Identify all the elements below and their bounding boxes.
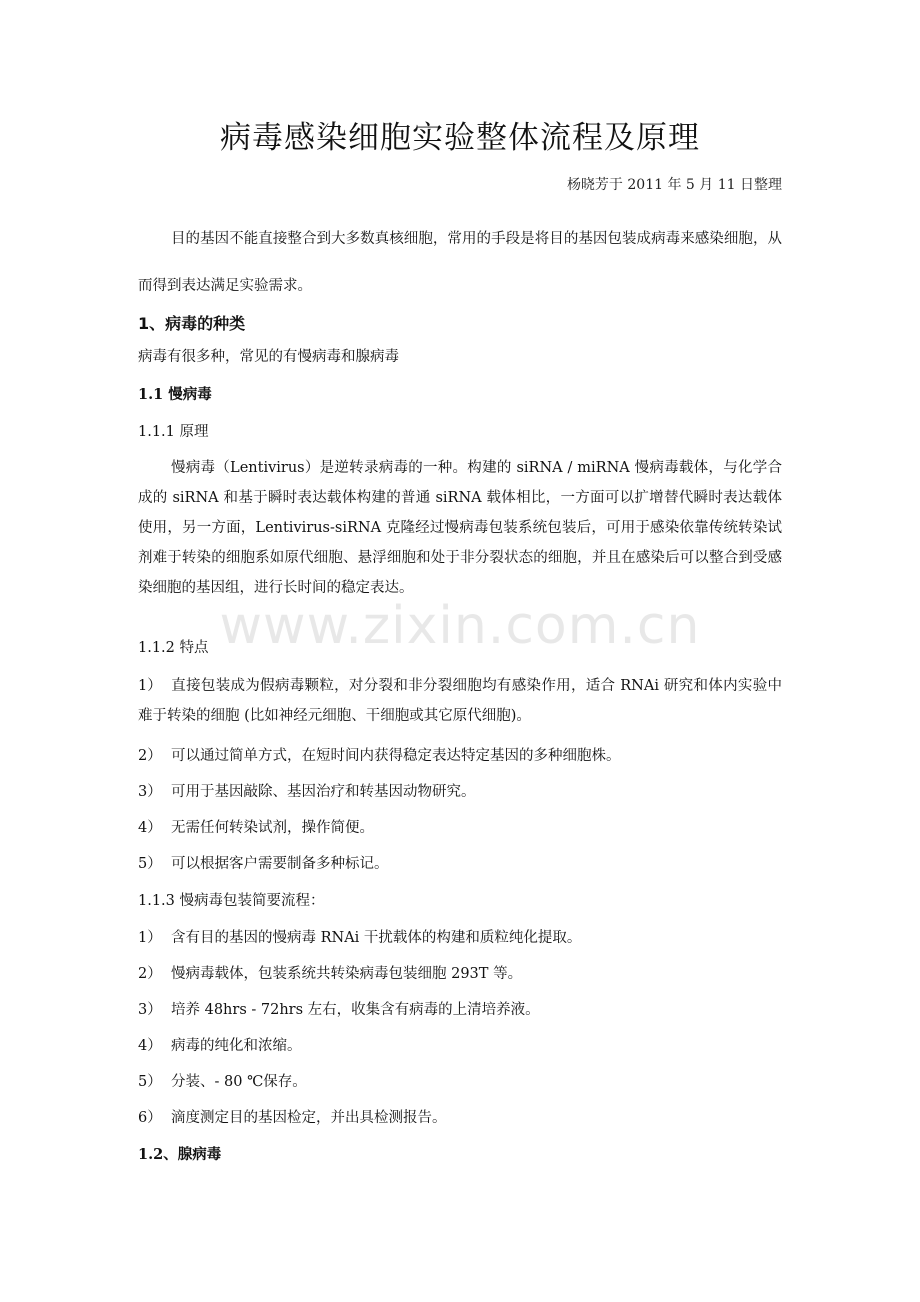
- feature-number: 3）: [138, 784, 162, 800]
- process-step-1: [138, 920, 782, 956]
- feature-item-1: [138, 671, 782, 731]
- feature-item-4: [138, 810, 782, 846]
- feature-text: 无需任何转染试剂，操作简便。: [171, 820, 374, 836]
- step-number: 3）: [138, 1002, 162, 1018]
- byline: 杨晓芳于 2011 年 5 月 11 日整理: [566, 177, 782, 193]
- feature-number: 1）: [138, 678, 162, 694]
- document-title: 病毒感染细胞实验整体流程及原理: [220, 120, 700, 156]
- feature-item-2: [138, 738, 782, 774]
- process-step-4: [138, 1028, 782, 1064]
- feature-text: 可以通过简单方式，在短时间内获得稳定表达特定基因的多种细胞株。: [171, 748, 621, 764]
- feature-item-3: [138, 774, 782, 810]
- feature-number: 4）: [138, 820, 162, 836]
- section-1-2-heading: 1.2、腺病毒: [138, 1146, 222, 1163]
- step-number: 2）: [138, 966, 162, 982]
- feature-number: 5）: [138, 856, 162, 872]
- step-number: 5）: [138, 1074, 162, 1090]
- feature-item-5: [138, 846, 782, 882]
- step-text: 病毒的纯化和浓缩。: [171, 1038, 302, 1054]
- step-text: 滴度测定目的基因检定，并出具检测报告。: [171, 1110, 447, 1126]
- step-number: 6）: [138, 1110, 162, 1126]
- step-number: 1）: [138, 930, 162, 946]
- section-1-text: 病毒有很多种，常见的有慢病毒和腺病毒: [138, 349, 399, 365]
- step-text: 含有目的基因的慢病毒 RNAi 干扰载体的构建和质粒纯化提取。: [171, 930, 582, 946]
- step-text: 培养 48hrs - 72hrs 左右，收集含有病毒的上清培养液。: [171, 1002, 540, 1018]
- feature-text: 可用于基因敲除、基因治疗和转基因动物研究。: [171, 784, 476, 800]
- feature-text: 可以根据客户需要制备多种标记。: [171, 856, 389, 872]
- process-step-6: [138, 1100, 782, 1136]
- process-step-2: [138, 956, 782, 992]
- step-number: 4）: [138, 1038, 162, 1054]
- step-text: 分装、- 80 ℃保存。: [171, 1074, 307, 1090]
- process-step-3: [138, 992, 782, 1028]
- process-heading: 1.1.3 慢病毒包装简要流程：: [138, 893, 325, 909]
- feature-text: 直接包装成为假病毒颗粒，对分裂和非分裂细胞均有感染作用，适合 RNAi 研究和体内实验中难于转染的细胞 (比如神经元细胞、干细胞或其它原代细胞)。: [138, 678, 782, 724]
- intro-paragraph: 目的基因不能直接整合到大多数真核细胞，常用的手段是将目的基因包装成病毒来感染细胞，从而得到表达满足实验需求。: [138, 231, 782, 294]
- principle-heading: 1.1.1 原理: [138, 424, 209, 440]
- watermark: www.zixin.com.cn: [219, 596, 701, 656]
- step-text: 慢病毒载体，包装系统共转染病毒包装细胞 293T 等。: [171, 966, 523, 982]
- principle-paragraph: 慢病毒（Lentivirus）是逆转录病毒的一种。构建的 siRNA / miRNA 慢病毒载体，与化学合成的 siRNA 和基于瞬时表达载体构建的普通 siRNA 载体相比，一方面可以扩增替代瞬时表达载体使用，另一方面，Lentivirus-siRNA 克隆经过慢病毒包装系统包装后，可用于感染依靠传统转染试剂难于转染的细胞系如原代细胞、悬浮细胞和处于非分裂状态的细胞，并且在感染后可以整合到受感染细胞的基因组，进行长时间的稳定表达。: [138, 460, 782, 596]
- feature-number: 2）: [138, 748, 162, 764]
- features-heading: 1.1.2 特点: [138, 640, 209, 656]
- section-1-1-heading: 1.1 慢病毒: [138, 386, 212, 403]
- process-step-5: [138, 1064, 782, 1100]
- section-1-heading: 1、病毒的种类: [138, 314, 246, 333]
